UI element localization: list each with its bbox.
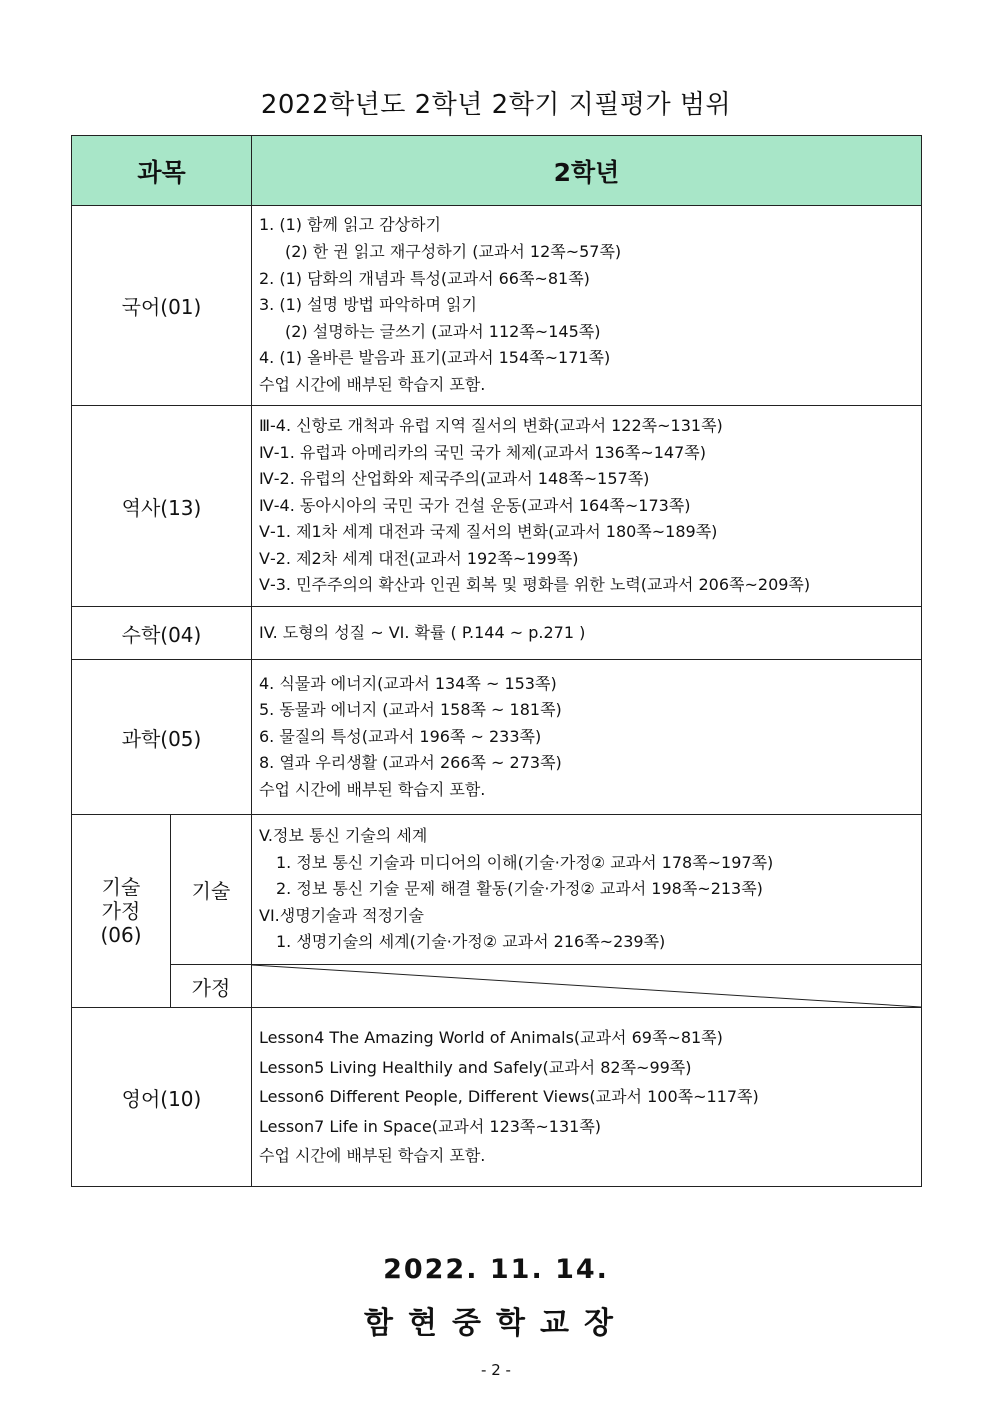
content-english	[252, 1008, 922, 1187]
list-item: 3. (1) 설명 방법 파악하며 읽기	[259, 295, 477, 315]
content-science	[252, 660, 922, 815]
row-english	[72, 1008, 922, 1187]
header-grade: 2학년	[252, 136, 922, 206]
list-item: 수업 시간에 배부된 학습지 포함.	[259, 1146, 486, 1166]
subject-english: 영어(10)	[72, 1008, 252, 1187]
list-item: 1. 생명기술의 세계(기술·가정② 교과서 216쪽~239쪽)	[276, 932, 666, 952]
content-history	[252, 406, 922, 607]
list-item: 2. 정보 통신 기술 문제 해결 활동(기술·가정② 교과서 198쪽~213쪽)	[276, 879, 763, 899]
subject-home-economics: 가정	[171, 965, 252, 1008]
content-math	[252, 607, 922, 660]
list-item: 2. (1) 담화의 개념과 특성(교과서 66쪽~81쪽)	[259, 268, 590, 288]
list-item: 6. 물질의 특성(교과서 196쪽 ~ 233쪽)	[259, 726, 542, 746]
row-home-economics	[72, 965, 922, 1008]
page-number: - 2 -	[481, 1361, 511, 1379]
list-item: Lesson6 Different People, Different Views(교과서 100쪽~117쪽)	[259, 1087, 759, 1107]
diagonal-slash	[252, 965, 921, 1007]
document-title: 2022학년도 2학년 2학기 지필평가 범위	[260, 90, 732, 120]
list-item: 4. (1) 올바른 발음과 표기(교과서 154쪽~171쪽)	[259, 348, 611, 368]
list-item: Lesson4 The Amazing World of Animals(교과서 69쪽~81쪽)	[259, 1028, 723, 1048]
exam-scope-table	[71, 135, 922, 1187]
tech-home-line1: 기술	[101, 875, 141, 899]
list-item: 8. 열과 우리생활 (교과서 266쪽 ~ 273쪽)	[259, 753, 562, 773]
list-item: Lesson7 Life in Space(교과서 123쪽~131쪽)	[259, 1116, 602, 1136]
list-item: IV. 도형의 성질 ~ VI. 확률 ( P.144 ~ p.271 )	[259, 622, 586, 642]
list-item: Lesson5 Living Healthily and Safely(교과서 82쪽~99쪽)	[259, 1057, 692, 1077]
list-item: 수업 시간에 배부된 학습지 포함.	[259, 374, 486, 394]
list-item: Ⅳ-1. 유럽과 아메리카의 국민 국가 체제(교과서 136쪽~147쪽)	[259, 442, 706, 462]
tech-home-code: (06)	[100, 923, 142, 947]
list-item: 5. 동물과 에너지 (교과서 158쪽 ~ 181쪽)	[259, 700, 562, 720]
list-item: 1. 정보 통신 기술과 미디어의 이해(기술·가정② 교과서 178쪽~197쪽)	[276, 852, 774, 872]
diagonal-line-icon	[252, 965, 921, 1007]
subject-math: 수학(04)	[72, 607, 252, 660]
list-item: 1. (1) 함께 읽고 감상하기	[259, 215, 441, 235]
list-item: 수업 시간에 배부된 학습지 포함.	[259, 779, 486, 799]
principal-signature: 함현중학교장	[364, 1306, 628, 1341]
list-item: V.정보 통신 기술의 세계	[259, 826, 428, 846]
row-math	[72, 607, 922, 660]
row-science	[72, 660, 922, 815]
table-header-row	[72, 136, 922, 206]
list-item: (2) 한 권 읽고 재구성하기 (교과서 12쪽~57쪽)	[285, 242, 622, 262]
list-item: 4. 식물과 에너지(교과서 134쪽 ~ 153쪽)	[259, 673, 557, 693]
list-item: Ⅴ-3. 민주주의의 확산과 인권 회복 및 평화를 위한 노력(교과서 206쪽~209쪽)	[259, 575, 811, 595]
subject-tech-home	[72, 815, 171, 1008]
row-korean	[72, 206, 922, 406]
list-item: Ⅳ-2. 유럽의 산업화와 제국주의(교과서 148쪽~157쪽)	[259, 469, 650, 489]
header-subject: 과목	[72, 136, 252, 206]
subject-korean: 국어(01)	[72, 206, 252, 406]
subject-technology: 기술	[171, 815, 252, 965]
row-technology	[72, 815, 922, 965]
list-item: (2) 설명하는 글쓰기 (교과서 112쪽~145쪽)	[285, 321, 601, 341]
issue-date: 2022. 11. 14.	[383, 1254, 609, 1285]
list-item: Ⅴ-1. 제1차 세계 대전과 국제 질서의 변화(교과서 180쪽~189쪽)	[259, 522, 718, 542]
subject-science: 과학(05)	[72, 660, 252, 815]
list-item: Ⅳ-4. 동아시아의 국민 국가 건설 운동(교과서 164쪽~173쪽)	[259, 495, 691, 515]
row-history	[72, 406, 922, 607]
content-home-economics-empty	[252, 965, 922, 1008]
content-technology	[252, 815, 922, 965]
tech-home-line2: 가정	[101, 899, 141, 923]
content-korean	[252, 206, 922, 406]
list-item: Ⅴ-2. 제2차 세계 대전(교과서 192쪽~199쪽)	[259, 548, 579, 568]
list-item: Ⅲ-4. 신항로 개척과 유럽 지역 질서의 변화(교과서 122쪽~131쪽)	[259, 415, 723, 435]
list-item: VI.생명기술과 적정기술	[259, 905, 424, 925]
subject-history: 역사(13)	[72, 406, 252, 607]
